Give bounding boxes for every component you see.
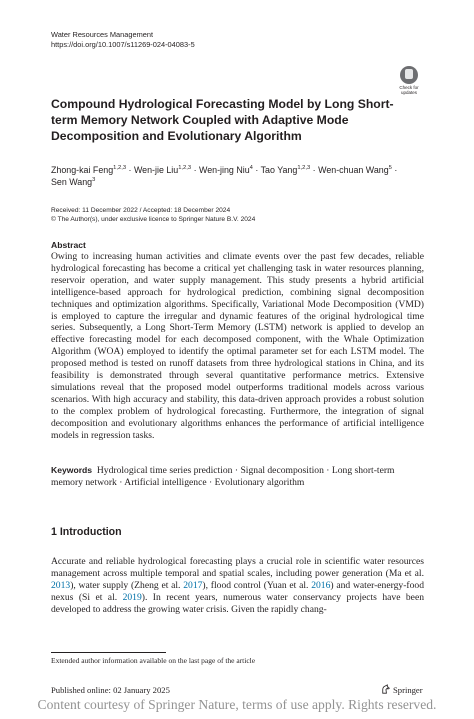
author-affiliation: 4 bbox=[249, 165, 253, 172]
author-list: Zhong-kai Feng$^{1,2,3}$ · Wen-jie Liu$^{1,2,3}$ · Wen-jing Niu$^4$ · Tao Yang$^{1,2,3}$ · Wen-chuan Wang$^5$ · Sen Wang$^3$ bbox=[51, 165, 398, 187]
copyright-line: © The Author(s), under exclusive licence to Springer Nature B.V. 2024 bbox=[51, 216, 256, 223]
citation-link[interactable]: 2017 bbox=[183, 579, 203, 591]
citation-link[interactable]: 2013 bbox=[51, 579, 71, 591]
author-name[interactable]: Tao Yang bbox=[260, 165, 298, 175]
check-for-updates-badge[interactable] bbox=[393, 66, 425, 100]
keywords-label: Keywords bbox=[51, 465, 93, 475]
publisher-name: Springer bbox=[393, 684, 423, 695]
author-affiliation: 1,2,3 bbox=[297, 165, 311, 172]
citation-link[interactable]: 2019 bbox=[122, 591, 142, 603]
badge-label-line2: updates bbox=[400, 90, 417, 96]
keywords bbox=[51, 465, 424, 489]
author-affiliation: 3 bbox=[92, 177, 96, 184]
author-name[interactable]: Wen-chuan Wang bbox=[318, 165, 389, 175]
section-heading-introduction: 1 Introduction bbox=[51, 526, 122, 538]
intro-text: ) and water-energy-food nexus (Si et al. bbox=[51, 579, 424, 603]
journal-header bbox=[51, 30, 195, 49]
check-for-updates-icon bbox=[400, 66, 418, 84]
intro-text: Accurate and reliable hydrological forecasting plays a crucial role in scientific water resources management across multiple temporal and spatial scales, including power generation (Ma et al. bbox=[51, 556, 424, 579]
author-affiliation: 1,2,3 bbox=[113, 165, 127, 172]
publisher-mark bbox=[380, 684, 423, 695]
citation-link[interactable]: 2016 bbox=[311, 579, 331, 591]
introduction-paragraph bbox=[51, 556, 424, 616]
courtesy-watermark: Content courtesy of Springer Nature, terms of use apply. Rights reserved. bbox=[37, 697, 437, 712]
journal-name: Water Resources Management bbox=[51, 30, 154, 39]
doi-link[interactable]: https://doi.org/10.1007/s11269-024-04083-5 bbox=[51, 39, 195, 49]
footnote-divider bbox=[51, 652, 166, 653]
author-affiliation: 5 bbox=[388, 165, 392, 172]
badge-label-line1: Check for bbox=[399, 85, 419, 90]
author-affiliation: 1,2,3 bbox=[178, 165, 192, 172]
abstract-text: Owing to increasing human activities and climate events over the past few decades, reliable hydrological forecasting has become a critical yet challenging task in water resources planning, reservoir operation, and water supply management. This study presents a hybrid artificial intelligence-based approach for hydrological prediction, combining signal decomposition techniques and optimization algorithms. Specifically, Variational Mode Decomposition (VMD) is employed to capture the irregular and dynamic features of the original hydrological time series. Subsequently, a Long Short-Term Memory (LSTM) network is applied to develop an effective forecasting model for each decomposed component, with the Whale Optimization Algorithm (WOA) employed to identify the optimal parameter set for each LSTM model. The proposed method is tested on runoff datasets from three hydrological stations in China, and its feasibility is demonstrated through several quantitative performance metrics. Extensive simulations reveal that the proposed model outperforms traditional models across various scenarios. With high accuracy and stability, this data-driven approach provides a robust solution to the complex problem of hydrological forecasting. Furthermore, the integration of signal decomposition and evolutionary algorithms enhances the performance of artificial intelligence models in regression tasks. bbox=[51, 251, 424, 441]
intro-text: ), flood control (Yuan et al. bbox=[202, 579, 312, 591]
article-dates bbox=[51, 206, 255, 224]
published-online-date: Published online: 02 January 2025 bbox=[51, 685, 170, 695]
abstract-heading: Abstract bbox=[51, 240, 86, 250]
article-title: Compound Hydrological Forecasting Model by Long Short-term Memory Network Coupled with Adaptive Mode Decomposition and Evolutionary Algorithm bbox=[51, 97, 394, 143]
received-accepted-dates: Received: 11 December 2022 / Accepted: 18 December 2024 bbox=[51, 207, 231, 214]
author-name[interactable]: Wen-jie Liu bbox=[133, 165, 179, 175]
intro-text: ), water supply (Zheng et al. bbox=[70, 579, 184, 591]
intro-text: ). In recent years, numerous water conservancy projects have been developed to address the growing water crisis. Given the rapidly chang- bbox=[51, 591, 424, 615]
footnote-text: Extended author information available on the last page of the article bbox=[51, 656, 256, 665]
author-name[interactable]: Zhong-kai Feng bbox=[51, 165, 114, 175]
keywords-list: Hydrological time series prediction · Signal decomposition · Long short-term memory network · Artificial intelligence · Evolutionary algorithm bbox=[51, 465, 395, 488]
author-name[interactable]: Wen-jing Niu bbox=[199, 165, 250, 175]
springer-horse-icon bbox=[380, 684, 391, 695]
author-name[interactable]: Sen Wang bbox=[51, 177, 93, 187]
